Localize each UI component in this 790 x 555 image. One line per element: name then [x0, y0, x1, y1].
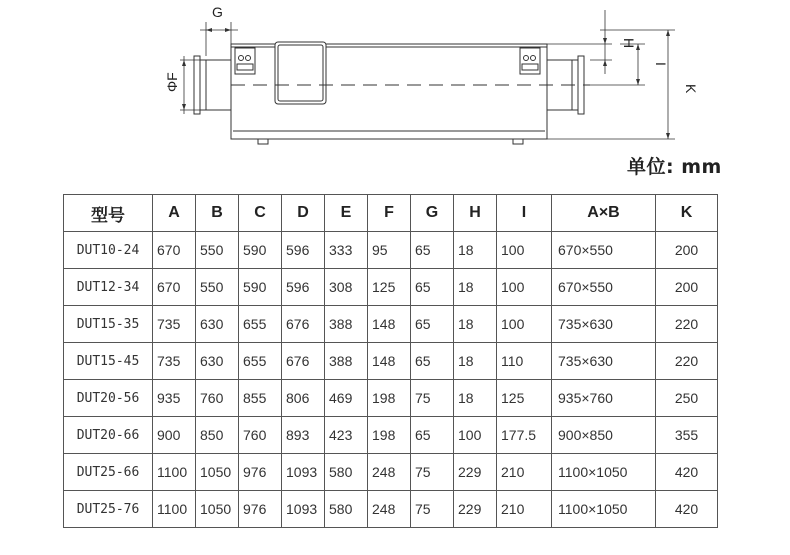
cell-k: 355: [656, 417, 718, 454]
cell-model: DUT25-76: [64, 491, 153, 528]
cell-model: DUT12-34: [64, 269, 153, 306]
cell-axb: 735×630: [552, 343, 656, 380]
cell-model: DUT15-35: [64, 306, 153, 343]
table-row: [64, 454, 718, 491]
cell-b: 1050: [196, 454, 239, 491]
cell-i: 110: [497, 343, 552, 380]
header-a: A: [153, 195, 196, 232]
cell-f: 125: [368, 269, 411, 306]
cell-b: 630: [196, 306, 239, 343]
cell-g: 65: [411, 343, 454, 380]
cell-g: 65: [411, 417, 454, 454]
unit-label: 单位: mm: [627, 156, 722, 178]
cell-i: 210: [497, 454, 552, 491]
cell-h: 229: [454, 491, 497, 528]
cell-f: 148: [368, 343, 411, 380]
cell-c: 590: [239, 269, 282, 306]
table-row: [64, 491, 718, 528]
header-c: C: [239, 195, 282, 232]
cell-axb: 670×550: [552, 232, 656, 269]
dim-label-g: G: [212, 4, 223, 20]
cell-g: 75: [411, 491, 454, 528]
header-axb: A×B: [552, 195, 656, 232]
header-i: I: [497, 195, 552, 232]
cell-f: 248: [368, 491, 411, 528]
cell-axb: 1100×1050: [552, 491, 656, 528]
cell-e: 388: [325, 343, 368, 380]
cell-axb: 1100×1050: [552, 454, 656, 491]
cell-k: 420: [656, 454, 718, 491]
cell-i: 100: [497, 306, 552, 343]
cell-c: 855: [239, 380, 282, 417]
cell-i: 100: [497, 232, 552, 269]
cell-h: 18: [454, 269, 497, 306]
table-row: [64, 306, 718, 343]
cell-g: 65: [411, 232, 454, 269]
table-row: [64, 269, 718, 306]
cell-b: 630: [196, 343, 239, 380]
cell-f: 248: [368, 454, 411, 491]
cell-h: 229: [454, 454, 497, 491]
cell-b: 550: [196, 232, 239, 269]
cell-i: 100: [497, 269, 552, 306]
cell-model: DUT15-45: [64, 343, 153, 380]
cell-a: 1100: [153, 454, 196, 491]
cell-c: 976: [239, 454, 282, 491]
cell-e: 308: [325, 269, 368, 306]
cell-a: 735: [153, 306, 196, 343]
cell-b: 1050: [196, 491, 239, 528]
cell-i: 177.5: [497, 417, 552, 454]
table-row: [64, 380, 718, 417]
cell-e: 423: [325, 417, 368, 454]
cell-axb: 735×630: [552, 306, 656, 343]
cell-c: 655: [239, 306, 282, 343]
cell-e: 580: [325, 491, 368, 528]
header-h: H: [454, 195, 497, 232]
cell-model: DUT25-66: [64, 454, 153, 491]
cell-c: 760: [239, 417, 282, 454]
right-foot: [513, 139, 523, 144]
cell-d: 1093: [282, 454, 325, 491]
cell-f: 95: [368, 232, 411, 269]
cell-g: 75: [411, 380, 454, 417]
cell-f: 148: [368, 306, 411, 343]
cell-k: 220: [656, 343, 718, 380]
cell-d: 596: [282, 269, 325, 306]
cell-k: 220: [656, 306, 718, 343]
cell-h: 100: [454, 417, 497, 454]
cell-g: 75: [411, 454, 454, 491]
dim-label-i: I: [653, 62, 669, 66]
dim-label-h: H: [621, 38, 637, 49]
cell-d: 893: [282, 417, 325, 454]
cell-f: 198: [368, 380, 411, 417]
cell-c: 976: [239, 491, 282, 528]
cell-d: 806: [282, 380, 325, 417]
dim-label-k: K: [683, 84, 699, 94]
cell-i: 210: [497, 491, 552, 528]
cell-model: DUT20-66: [64, 417, 153, 454]
header-k: K: [656, 195, 718, 232]
cell-h: 18: [454, 306, 497, 343]
cell-c: 590: [239, 232, 282, 269]
table-row: [64, 417, 718, 454]
cell-h: 18: [454, 343, 497, 380]
cell-k: 200: [656, 269, 718, 306]
header-b: B: [196, 195, 239, 232]
cell-e: 469: [325, 380, 368, 417]
cell-g: 65: [411, 306, 454, 343]
cell-d: 676: [282, 306, 325, 343]
cell-axb: 670×550: [552, 269, 656, 306]
cell-axb: 900×850: [552, 417, 656, 454]
cell-e: 388: [325, 306, 368, 343]
header-g: G: [411, 195, 454, 232]
cell-i: 125: [497, 380, 552, 417]
left-foot: [258, 139, 268, 144]
cell-a: 735: [153, 343, 196, 380]
cell-a: 935: [153, 380, 196, 417]
cell-axb: 935×760: [552, 380, 656, 417]
cell-a: 670: [153, 269, 196, 306]
cell-d: 1093: [282, 491, 325, 528]
cell-model: DUT10-24: [64, 232, 153, 269]
cell-model: DUT20-56: [64, 380, 153, 417]
table-row: [64, 343, 718, 380]
access-panel: [275, 42, 326, 104]
cell-e: 333: [325, 232, 368, 269]
header-d: D: [282, 195, 325, 232]
table-header-row: [64, 195, 718, 232]
cell-a: 1100: [153, 491, 196, 528]
cell-k: 420: [656, 491, 718, 528]
cell-b: 760: [196, 380, 239, 417]
cell-k: 250: [656, 380, 718, 417]
header-f: F: [368, 195, 411, 232]
cell-c: 655: [239, 343, 282, 380]
cell-e: 580: [325, 454, 368, 491]
cell-k: 200: [656, 232, 718, 269]
header-e: E: [325, 195, 368, 232]
table-row: [64, 232, 718, 269]
cell-a: 900: [153, 417, 196, 454]
cell-h: 18: [454, 380, 497, 417]
cell-h: 18: [454, 232, 497, 269]
left-duct-collar: [200, 60, 231, 110]
header-model: 型号: [64, 195, 153, 232]
dim-label-f: ΦF: [164, 72, 180, 92]
cell-g: 65: [411, 269, 454, 306]
cell-b: 850: [196, 417, 239, 454]
cell-b: 550: [196, 269, 239, 306]
cell-a: 670: [153, 232, 196, 269]
spec-table: [63, 194, 718, 528]
cell-d: 596: [282, 232, 325, 269]
cell-f: 198: [368, 417, 411, 454]
cell-d: 676: [282, 343, 325, 380]
